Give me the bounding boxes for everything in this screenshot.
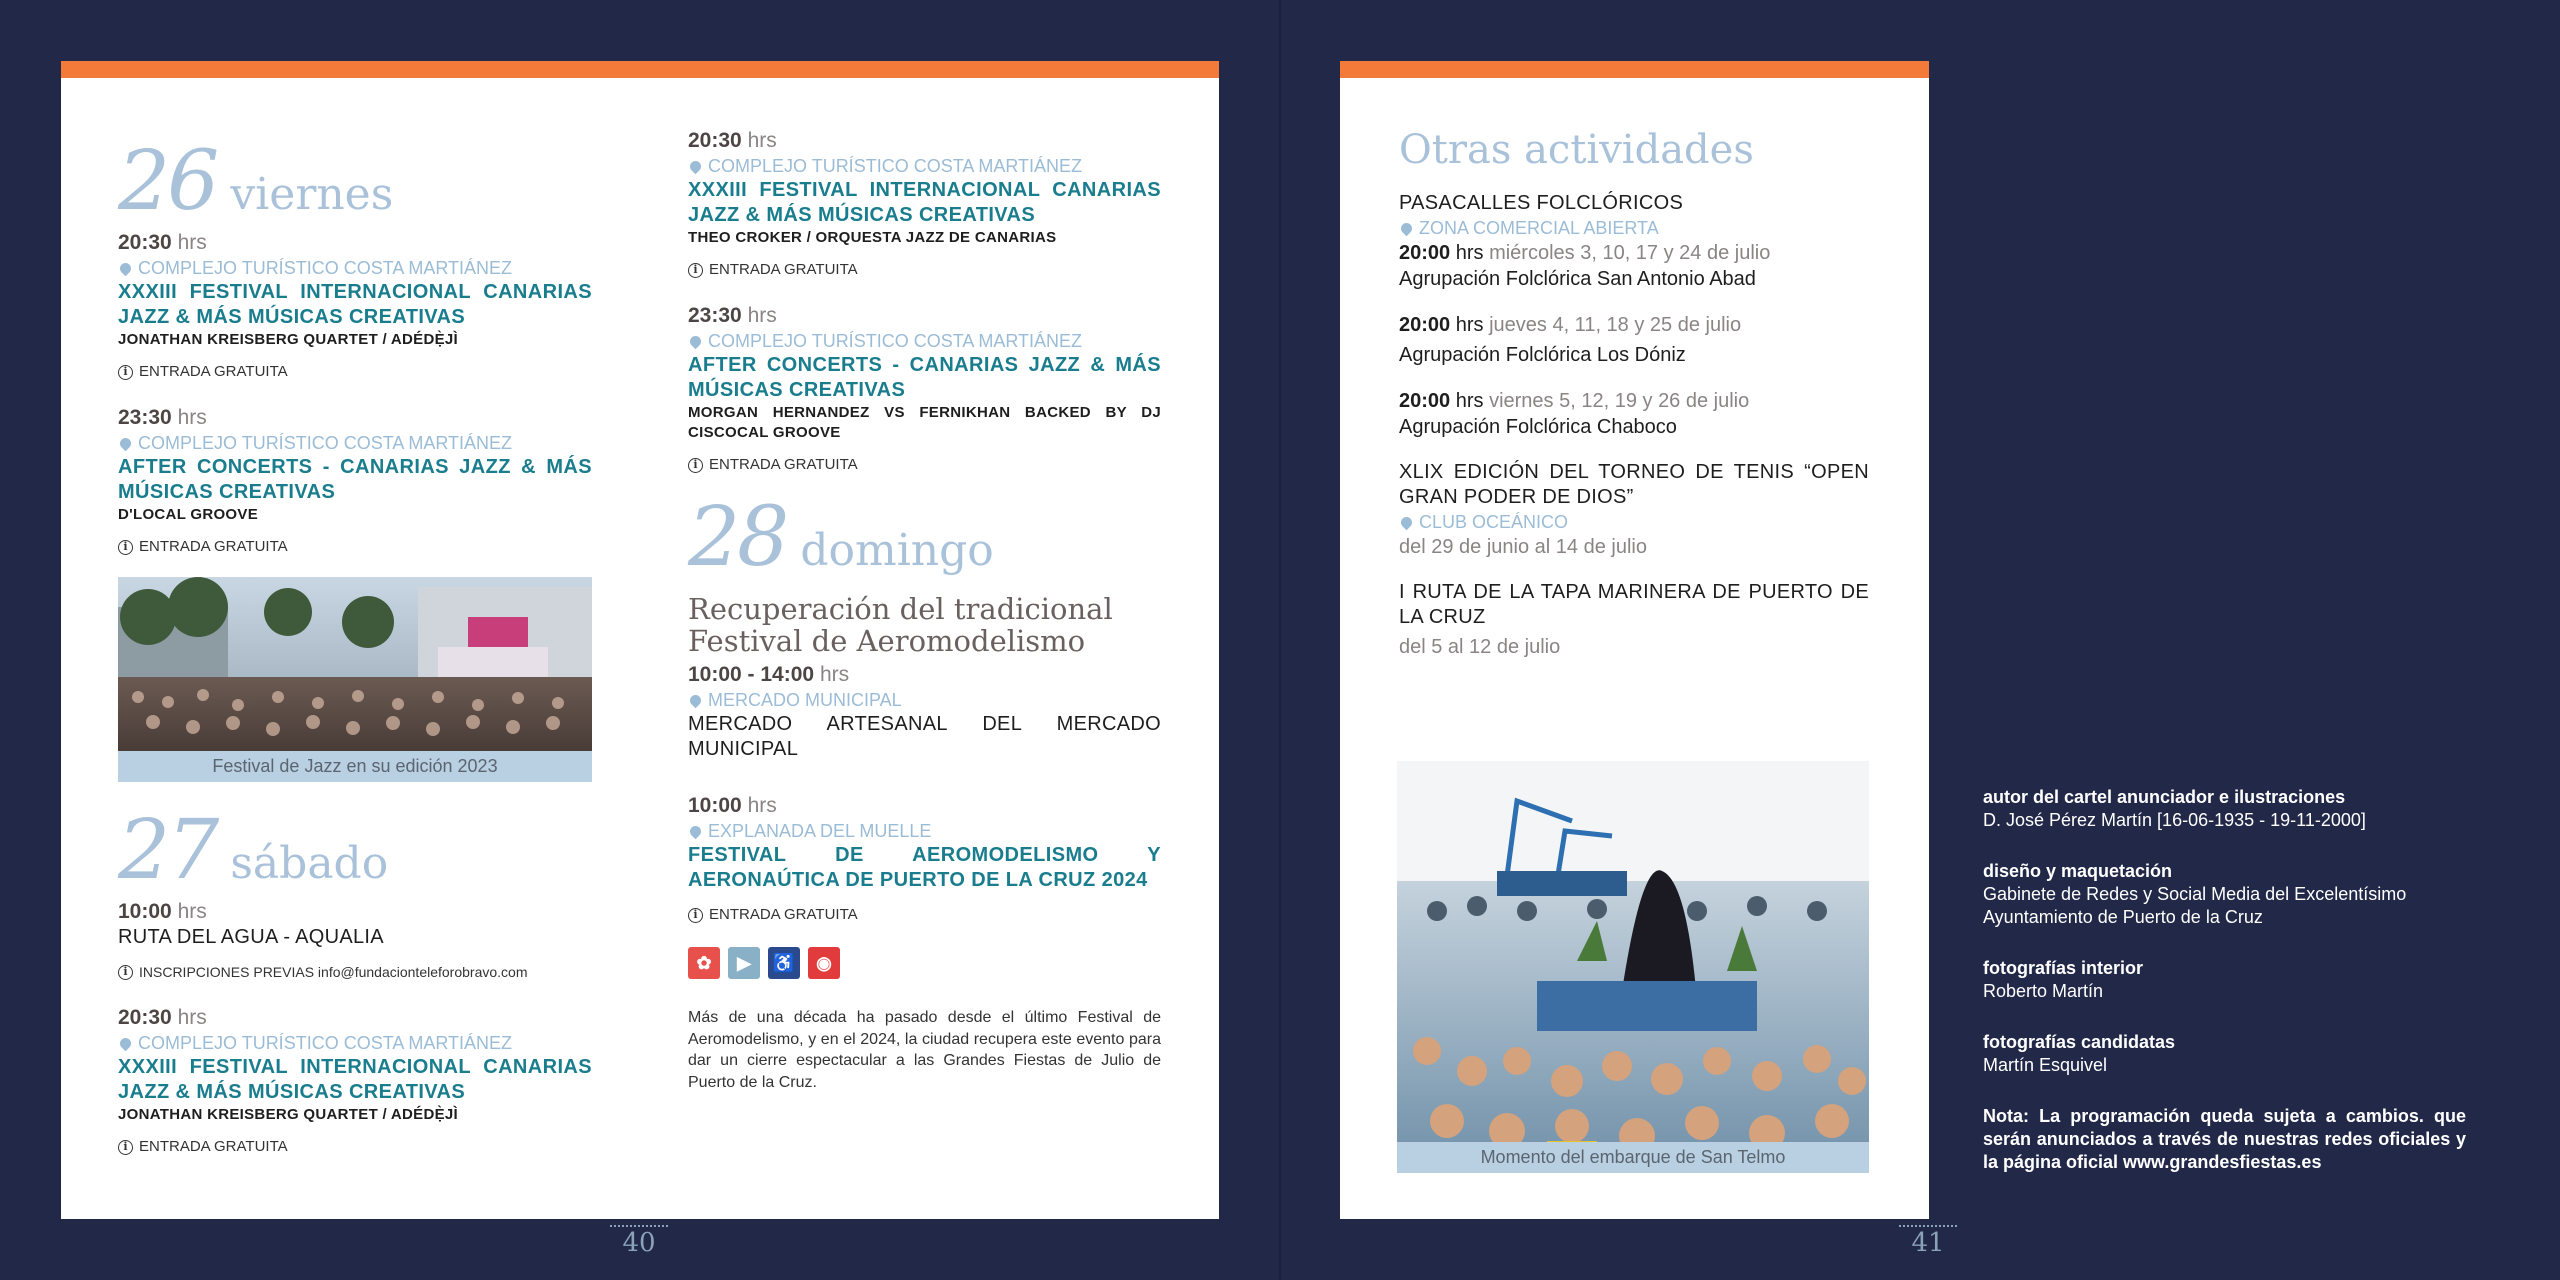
event-location: EXPLANADA DEL MUELLE <box>688 819 1161 843</box>
event-location: COMPLEJO TURÍSTICO COSTA MARTIÁNEZ <box>118 431 592 455</box>
left-column <box>118 134 592 1179</box>
activity-location: CLUB OCEÁNICO <box>1399 510 1869 534</box>
event-item <box>118 229 592 382</box>
page-number: 40 <box>622 1228 656 1258</box>
credit-heading: diseño y maquetación <box>1983 861 2173 881</box>
event-time: 20:30 hrs <box>118 231 207 254</box>
info-icon: i <box>118 365 133 380</box>
credit-heading: fotografías interior <box>1983 958 2144 978</box>
event-time: 23:30 hrs <box>118 406 207 429</box>
day-heading-26 <box>118 134 592 229</box>
day-number: 26 <box>118 134 217 229</box>
schedule-group: Agrupación Folclórica Chaboco <box>1399 416 1677 438</box>
day-number: 28 <box>688 490 787 585</box>
san-telmo-photo <box>1397 761 1869 1173</box>
event-artists: THEO CROKER / ORQUESTA JAZZ DE CANARIAS <box>688 229 1057 246</box>
credit-heading: fotografías candidatas <box>1983 1032 2176 1052</box>
jazz-festival-photo <box>118 577 592 782</box>
event-item <box>118 1004 592 1157</box>
info-icon: i <box>118 965 133 980</box>
free-entry: i ENTRADA GRATUITA <box>688 455 1161 475</box>
event-time: 20:30 hrs <box>688 129 777 152</box>
event-title: XXXIII FESTIVAL INTERNACIONAL CANARIAS JAZZ & MÁS MÚSICAS CREATIVAS <box>118 281 592 328</box>
location-pin-icon <box>688 692 704 708</box>
right-page <box>1340 61 1929 1219</box>
location-pin-icon <box>118 435 134 451</box>
cinema-icon: ▶ <box>728 947 760 979</box>
schedule-item <box>1399 240 1869 292</box>
activity-tapa <box>1399 580 1869 660</box>
free-entry: i ENTRADA GRATUITA <box>688 260 1161 280</box>
event-location: COMPLEJO TURÍSTICO COSTA MARTIÁNEZ <box>118 1031 592 1055</box>
location-pin-icon <box>118 260 134 276</box>
event-artists: JONATHAN KREISBERG QUARTET / ADÉDẸ̀JÌ <box>118 1106 458 1123</box>
accent-bar <box>1340 61 1929 78</box>
activity-dates: del 29 de junio al 14 de julio <box>1399 536 1647 558</box>
book-spine <box>1279 0 1281 1280</box>
activity-location: ZONA COMERCIAL ABIERTA <box>1399 216 1869 240</box>
location-pin-icon <box>688 158 704 174</box>
event-time: 10:00 hrs <box>118 900 207 923</box>
event-time: 23:30 hrs <box>688 304 777 327</box>
event-location: COMPLEJO TURÍSTICO COSTA MARTIÁNEZ <box>688 329 1161 353</box>
day-name: sábado <box>230 838 389 889</box>
registration-info: i INSCRIPCIONES PREVIAS info@fundacionteleforobravo.com <box>118 962 592 982</box>
day-heading-28 <box>688 490 1161 585</box>
free-entry: i ENTRADA GRATUITA <box>118 1137 592 1157</box>
event-artists: JONATHAN KREISBERG QUARTET / ADÉDẸ̀JÌ <box>118 331 458 348</box>
credits <box>1983 786 2466 1174</box>
credit-value: Roberto Martín <box>1983 981 2104 1001</box>
accessibility-icons <box>688 947 1161 979</box>
festival-description: Más de una década ha pasado desde el último Festival de Aeromodelismo, y en el 2024, la ciudad recupera este evento para dar un cierre espectacular a las Grandes Fiestas de Julio de Puerto de la Cruz. <box>688 1009 1161 1091</box>
page-number: 41 <box>1911 1228 1945 1258</box>
free-entry: i ENTRADA GRATUITA <box>118 537 592 557</box>
location-pin-icon <box>688 333 704 349</box>
schedule-item <box>1399 312 1869 368</box>
day-heading-27 <box>118 803 592 898</box>
event-item <box>118 404 592 557</box>
event-item <box>118 898 592 982</box>
other-activities <box>1399 127 1869 680</box>
schedule-date: 20:00 hrs jueves 4, 11, 18 y 25 de julio <box>1399 314 1742 336</box>
free-entry: i ENTRADA GRATUITA <box>118 362 592 382</box>
credit-heading: autor del cartel anunciador e ilustraciones <box>1983 787 2346 807</box>
left-page <box>61 61 1219 1219</box>
free-entry: i ENTRADA GRATUITA <box>688 905 1161 925</box>
event-item <box>688 127 1161 280</box>
program-note: Nota: La programación queda sujeta a cambios. que serán anunciados a través de nuestras redes oficiales y la página oficial www.grandesfiestas.es <box>1983 1106 2466 1172</box>
schedule-group: Agrupación Folclórica Los Dóniz <box>1399 344 1686 366</box>
event-location: MERCADO MUNICIPAL <box>688 688 1161 712</box>
event-location: COMPLEJO TURÍSTICO COSTA MARTIÁNEZ <box>688 154 1161 178</box>
event-title: MERCADO ARTESANAL DEL MERCADO MUNICIPAL <box>688 713 1161 760</box>
boat-procession-image <box>1397 761 1869 1173</box>
activity-title: I RUTA DE LA TAPA MARINERA DE PUERTO DE LA CRUZ <box>1399 581 1869 628</box>
info-icon: i <box>688 263 703 278</box>
hearing-icon: ◉ <box>808 947 840 979</box>
event-time: 10:00 hrs <box>688 794 777 817</box>
section-heading: Otras actividades <box>1399 127 1754 173</box>
event-title: FESTIVAL DE AEROMODELISMO Y AERONAÚTICA DE PUERTO DE LA CRUZ 2024 <box>688 844 1161 891</box>
event-item <box>688 302 1161 475</box>
event-time: 10:00 - 14:00 hrs <box>688 663 850 686</box>
day-name: viernes <box>230 169 394 220</box>
credit-value: D. José Pérez Martín [16-06-1935 - 19-11-2000] <box>1983 810 2366 830</box>
location-pin-icon <box>1399 220 1415 236</box>
credit-value: Martín Esquivel <box>1983 1055 2108 1075</box>
event-item <box>688 661 1161 762</box>
schedule-date: 20:00 hrs viernes 5, 12, 19 y 26 de julio <box>1399 390 1750 412</box>
schedule-group: Agrupación Folclórica San Antonio Abad <box>1399 268 1756 290</box>
event-artists: D'LOCAL GROOVE <box>118 506 258 523</box>
activity-pasacalles <box>1399 191 1869 440</box>
location-pin-icon <box>1399 514 1415 530</box>
info-icon: i <box>688 908 703 923</box>
info-icon: i <box>118 540 133 555</box>
day-number: 27 <box>118 803 217 898</box>
photo-caption: Festival de Jazz en su edición 2023 <box>118 751 592 782</box>
event-title: XXXIII FESTIVAL INTERNACIONAL CANARIAS JAZZ & MÁS MÚSICAS CREATIVAS <box>688 179 1161 226</box>
activity-dates: del 5 al 12 de julio <box>1399 636 1561 658</box>
photo-caption: Momento del embarque de San Telmo <box>1397 1142 1869 1173</box>
event-time: 20:30 hrs <box>118 1006 207 1029</box>
location-pin-icon <box>118 1035 134 1051</box>
activity-tenis <box>1399 460 1869 560</box>
event-location: COMPLEJO TURÍSTICO COSTA MARTIÁNEZ <box>118 256 592 280</box>
schedule-date: 20:00 hrs miércoles 3, 10, 17 y 24 de julio <box>1399 242 1771 264</box>
event-title: XXXIII FESTIVAL INTERNACIONAL CANARIAS JAZZ & MÁS MÚSICAS CREATIVAS <box>118 1056 592 1103</box>
family-icon: ✿ <box>688 947 720 979</box>
day-name: domingo <box>800 525 994 576</box>
schedule-item <box>1399 388 1869 440</box>
activity-title: XLIX EDICIÓN DEL TORNEO DE TENIS “OPEN GRAN PODER DE DIOS” <box>1399 461 1869 508</box>
event-artists: MORGAN HERNANDEZ VS FERNIKHAN BACKED BY DJ CISCOCAL GROOVE <box>688 404 1161 441</box>
credit-value: Gabinete de Redes y Social Media del Excelentísimo Ayuntamiento de Puerto de la Cruz <box>1983 884 2407 927</box>
accessibility-icon: ♿ <box>768 947 800 979</box>
activity-title: PASACALLES FOLCLÓRICOS <box>1399 192 1684 214</box>
right-column <box>688 127 1161 1093</box>
event-title: AFTER CONCERTS - CANARIAS JAZZ & MÁS MÚSICAS CREATIVAS <box>118 456 592 503</box>
event-item <box>688 792 1161 925</box>
event-title: RUTA DEL AGUA - AQUALIA <box>118 926 384 948</box>
info-icon: i <box>688 458 703 473</box>
accent-bar <box>61 61 1219 78</box>
info-icon: i <box>118 1140 133 1155</box>
location-pin-icon <box>688 823 704 839</box>
section-title: Recuperación del tradicional Festival de Aeromodelismo <box>688 592 1113 658</box>
event-title: AFTER CONCERTS - CANARIAS JAZZ & MÁS MÚSICAS CREATIVAS <box>688 354 1161 401</box>
